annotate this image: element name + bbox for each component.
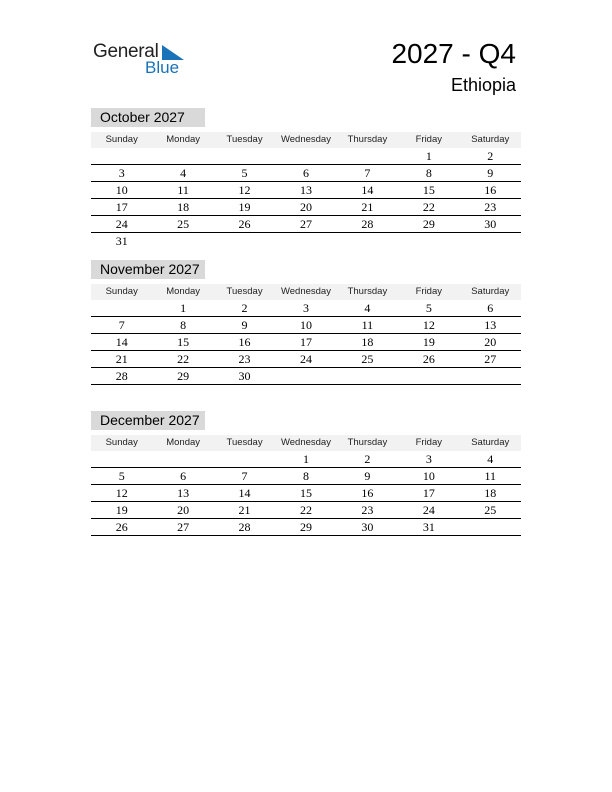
day-cell: 21 [361, 200, 374, 214]
day-cell: 25 [361, 352, 374, 366]
day-cell: 9 [241, 318, 248, 332]
day-cell: 15 [299, 486, 312, 500]
day-cell: 26 [422, 352, 435, 366]
day-cell [460, 368, 521, 384]
day-cell: 4 [487, 452, 494, 466]
week-row [91, 468, 521, 485]
month-calendar-november [91, 260, 521, 385]
weeks-grid [91, 451, 521, 536]
day-cell: 11 [361, 318, 374, 332]
day-cell [214, 451, 275, 467]
day-cell: 11 [484, 469, 497, 483]
day-cell: 14 [238, 486, 251, 500]
week-row [91, 317, 521, 334]
day-cell: 18 [177, 200, 190, 214]
weekday-label: Thursday [347, 286, 388, 297]
day-cell: 13 [299, 183, 312, 197]
day-cell: 31 [115, 234, 128, 248]
day-cell: 22 [299, 503, 312, 517]
day-cell: 21 [238, 503, 251, 517]
day-cell: 2 [241, 301, 248, 315]
day-cell [152, 451, 213, 467]
weekday-label: Friday [415, 286, 443, 297]
day-cell [91, 148, 152, 164]
week-row [91, 233, 521, 249]
day-cell: 2 [487, 149, 494, 163]
day-cell: 23 [361, 503, 374, 517]
week-row [91, 216, 521, 233]
day-cell: 17 [115, 200, 128, 214]
day-cell [275, 148, 336, 164]
month-calendar-december [91, 411, 521, 536]
day-cell: 9 [487, 166, 494, 180]
day-cell: 16 [361, 486, 374, 500]
day-cell: 1 [302, 452, 309, 466]
day-cell: 22 [422, 200, 435, 214]
weekday-label: Tuesday [226, 286, 263, 297]
month-calendar-october [91, 108, 521, 249]
day-cell: 8 [180, 318, 187, 332]
day-cell: 14 [115, 335, 128, 349]
day-cell: 29 [422, 217, 435, 231]
day-cell: 12 [115, 486, 128, 500]
weekday-label: Monday [166, 286, 201, 297]
weekday-label: Sunday [105, 437, 138, 448]
day-cell: 19 [422, 335, 435, 349]
week-row [91, 351, 521, 368]
day-cell: 17 [299, 335, 312, 349]
day-cell [398, 233, 459, 249]
day-cell: 27 [484, 352, 497, 366]
weekday-label: Friday [415, 134, 443, 145]
day-cell: 5 [118, 469, 125, 483]
month-title: November 2027 [91, 260, 205, 279]
day-cell: 20 [299, 200, 312, 214]
day-cell [460, 233, 521, 249]
day-cell: 24 [422, 503, 435, 517]
weekday-header [91, 284, 521, 300]
weekday-header [91, 132, 521, 148]
day-cell: 15 [177, 335, 190, 349]
day-cell: 18 [484, 486, 497, 500]
day-cell: 19 [238, 200, 251, 214]
day-cell: 29 [177, 369, 190, 383]
month-title: October 2027 [91, 108, 205, 127]
day-cell [152, 148, 213, 164]
day-cell [398, 368, 459, 384]
day-cell: 3 [118, 166, 125, 180]
day-cell: 6 [302, 166, 309, 180]
week-row [91, 300, 521, 317]
day-cell: 28 [361, 217, 374, 231]
day-cell: 7 [118, 318, 125, 332]
day-cell: 4 [180, 166, 187, 180]
day-cell: 2 [364, 452, 371, 466]
day-cell [275, 233, 336, 249]
day-cell: 6 [487, 301, 494, 315]
day-cell: 27 [177, 520, 190, 534]
day-cell: 25 [177, 217, 190, 231]
logo-text-blue: Blue [145, 58, 180, 77]
day-cell: 17 [422, 486, 435, 500]
day-cell: 7 [364, 166, 371, 180]
day-cell: 27 [299, 217, 312, 231]
day-cell: 16 [238, 335, 251, 349]
weekday-label: Thursday [347, 437, 388, 448]
day-cell: 14 [361, 183, 374, 197]
day-cell: 20 [177, 503, 190, 517]
day-cell: 23 [238, 352, 251, 366]
day-cell: 10 [299, 318, 312, 332]
week-row [91, 451, 521, 468]
day-cell: 20 [484, 335, 497, 349]
week-row [91, 485, 521, 502]
day-cell: 29 [299, 520, 312, 534]
weekday-label: Sunday [105, 134, 138, 145]
day-cell: 25 [484, 503, 497, 517]
weekday-label: Wednesday [280, 134, 331, 145]
day-cell: 26 [238, 217, 251, 231]
day-cell: 11 [177, 183, 189, 197]
day-cell [152, 233, 213, 249]
day-cell: 30 [484, 217, 497, 231]
day-cell [337, 368, 398, 384]
day-cell: 7 [241, 469, 248, 483]
week-row [91, 199, 521, 216]
day-cell: 19 [115, 503, 128, 517]
day-cell [275, 368, 336, 384]
day-cell: 30 [238, 369, 251, 383]
day-cell [337, 233, 398, 249]
brand-logo [93, 41, 193, 81]
logo-text-general: General [93, 41, 159, 62]
day-cell: 26 [115, 520, 128, 534]
month-title: December 2027 [91, 411, 205, 430]
weekday-label: Friday [415, 437, 443, 448]
day-cell: 12 [422, 318, 435, 332]
weekday-label: Wednesday [280, 286, 331, 297]
day-cell: 3 [425, 452, 432, 466]
weekday-label: Tuesday [226, 134, 263, 145]
weekday-label: Tuesday [226, 437, 263, 448]
day-cell [91, 451, 152, 467]
weekday-label: Wednesday [280, 437, 331, 448]
day-cell: 24 [115, 217, 128, 231]
week-row [91, 165, 521, 182]
weekday-label: Sunday [105, 286, 138, 297]
day-cell: 30 [361, 520, 374, 534]
day-cell [460, 519, 521, 535]
weekday-label: Thursday [347, 134, 388, 145]
day-cell: 28 [115, 369, 128, 383]
day-cell: 5 [241, 166, 248, 180]
weekday-label: Saturday [471, 286, 510, 297]
page-title: 2027 - Q4 [391, 38, 516, 69]
weekday-label: Monday [166, 437, 201, 448]
day-cell: 10 [115, 183, 128, 197]
day-cell: 24 [299, 352, 312, 366]
day-cell: 28 [238, 520, 251, 534]
day-cell: 23 [484, 200, 497, 214]
weekday-label: Monday [166, 134, 201, 145]
day-cell: 18 [361, 335, 374, 349]
day-cell: 31 [422, 520, 435, 534]
week-row [91, 334, 521, 351]
weekday-label: Saturday [471, 437, 510, 448]
day-cell: 8 [302, 469, 309, 483]
day-cell: 4 [364, 301, 371, 315]
week-row [91, 182, 521, 199]
weekday-header [91, 435, 521, 451]
day-cell [214, 233, 275, 249]
day-cell: 6 [180, 469, 187, 483]
day-cell: 13 [177, 486, 190, 500]
day-cell [91, 300, 152, 316]
day-cell: 22 [177, 352, 190, 366]
week-row [91, 148, 521, 165]
day-cell: 13 [484, 318, 497, 332]
day-cell: 3 [302, 301, 309, 315]
day-cell: 21 [115, 352, 128, 366]
day-cell: 16 [484, 183, 497, 197]
weeks-grid [91, 300, 521, 385]
day-cell: 1 [180, 301, 187, 315]
week-row [91, 502, 521, 519]
day-cell [214, 148, 275, 164]
week-row [91, 368, 521, 385]
day-cell: 10 [422, 469, 435, 483]
day-cell: 12 [238, 183, 251, 197]
day-cell: 15 [422, 183, 435, 197]
country-name: Ethiopia [450, 75, 516, 95]
weekday-label: Saturday [471, 134, 510, 145]
day-cell: 1 [425, 149, 432, 163]
day-cell: 8 [425, 166, 432, 180]
weeks-grid [91, 148, 521, 249]
day-cell: 9 [364, 469, 371, 483]
day-cell [337, 148, 398, 164]
week-row [91, 519, 521, 536]
day-cell: 5 [425, 301, 432, 315]
